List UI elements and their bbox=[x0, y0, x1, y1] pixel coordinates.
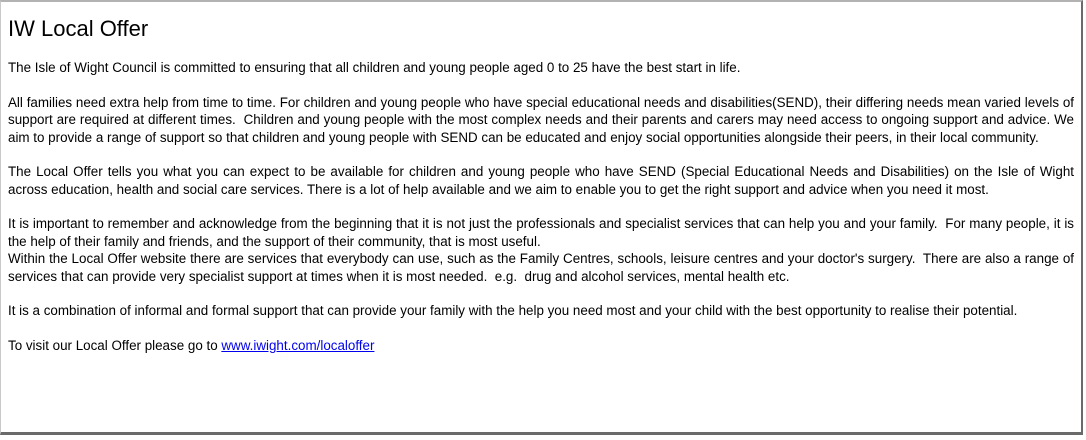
local-offer-link[interactable]: www.iwight.com/localoffer bbox=[221, 337, 375, 353]
visit-line-text: To visit our Local Offer please go to bbox=[8, 337, 222, 353]
community-support-line-1: It is important to remember and acknowledge from the beginning that it is not just the professionals and specialist services that can help you and your family. For many people, it is the help of their family and friends, and the support of their community, that is most useful. bbox=[8, 216, 1074, 249]
families-support-paragraph: All families need extra help from time to time. For children and young people who have special educational needs and disabilities(SEND), their differing needs mean varied levels of support are required at different times. Children and young people with the most complex needs and their parents and carers may need access to ongoing support and advice. We aim to provide a range of support so that children and young people with SEND can be educated and enjoy social opportunities alongside their peers, in their local community. bbox=[8, 94, 1074, 145]
combination-support-paragraph: It is a combination of informal and formal support that can provide your family with the help you need most and your child with the best opportunity to realise their potential. bbox=[8, 303, 1018, 318]
visit-line bbox=[8, 337, 1074, 355]
local-offer-description-paragraph: The Local Offer tells you what you can expect to be available for children and young people who have SEND (Special Educational Needs and Disabilities) on the Isle of Wight across education, health and social care services. There is a lot of help available and we aim to enable you to get the right support and advice when you need it most. bbox=[8, 164, 1074, 197]
intro-paragraph: The Isle of Wight Council is committed to ensuring that all children and young people aged 0 to 25 have the best start in life. bbox=[8, 60, 741, 75]
community-support-paragraph bbox=[8, 215, 1074, 285]
page-title: IW Local Offer bbox=[8, 16, 149, 41]
community-support-line-2: Within the Local Offer website there are services that everybody can use, such as the Family Centres, schools, leisure centres and your doctor's surgery. There are also a range of services that can provide very specialist support at times when it is most needed. e.g. drug and alcohol services, mental health etc. bbox=[8, 251, 1074, 284]
